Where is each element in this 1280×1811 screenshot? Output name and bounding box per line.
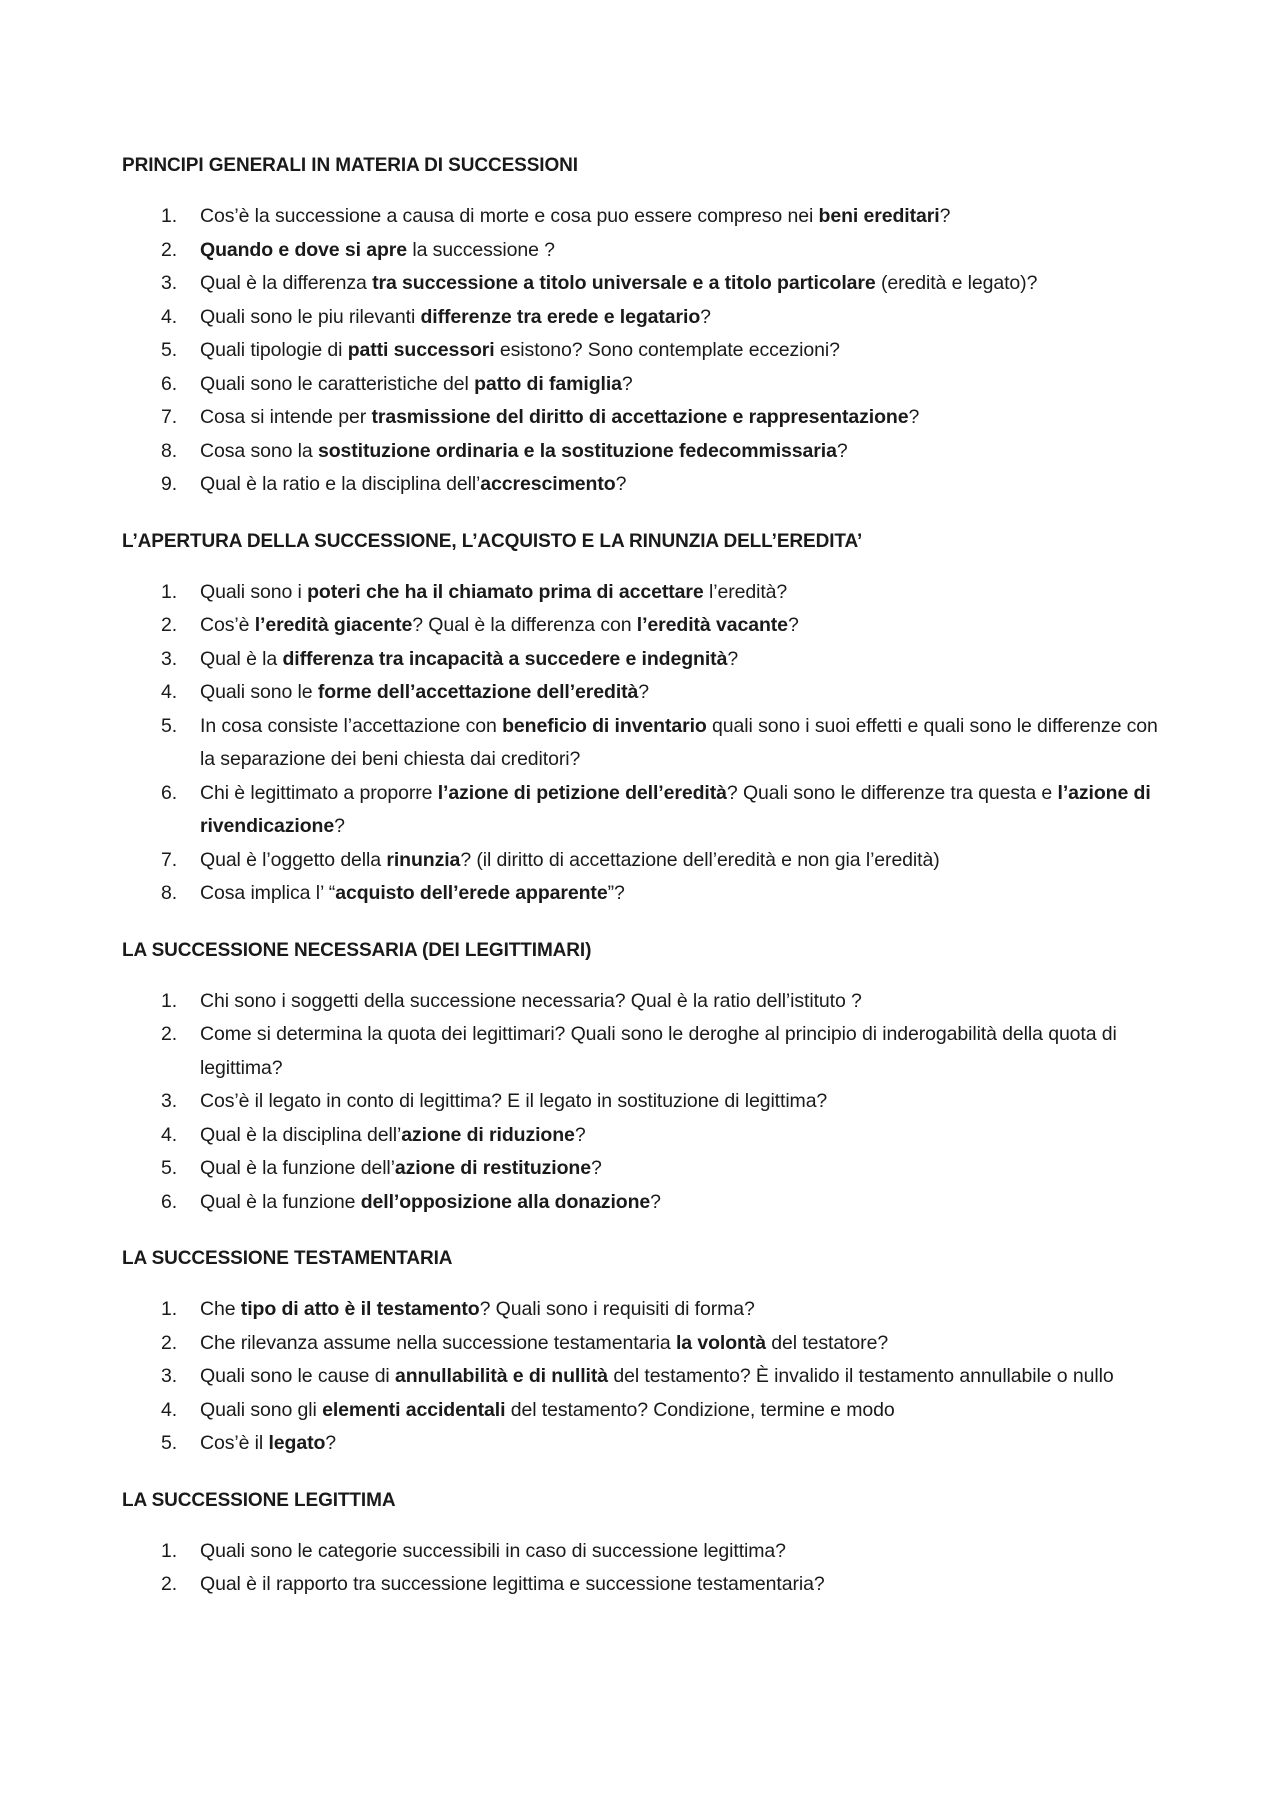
list-item: 4. Qual è la disciplina dell’azione di riduzione?	[122, 1119, 1170, 1153]
list-item: 5. Qual è la funzione dell’azione di restituzione?	[122, 1152, 1170, 1186]
item-number: 2.	[161, 238, 178, 261]
list-item: 2. Che rilevanza assume nella successione testamentaria la volontà del testatore?	[122, 1327, 1170, 1361]
section-title: LA SUCCESSIONE TESTAMENTARIA	[122, 1248, 453, 1269]
list-item: 3. Quali sono le cause di annullabilità e di nullità del testamento? È invalido il testamento annullabile o nullo	[122, 1360, 1170, 1394]
item-number: 6.	[161, 372, 178, 395]
list-item: 2. Qual è il rapporto tra successione legittima e successione testamentaria?	[122, 1568, 1170, 1602]
list-item: 4. Quali sono le forme dell’accettazione dell’eredità?	[122, 676, 1170, 710]
list-item: 7. Cosa si intende per trasmissione del diritto di accettazione e rappresentazione?	[122, 401, 1170, 435]
section-title: LA SUCCESSIONE LEGITTIMA	[122, 1489, 396, 1511]
item-number: 9.	[161, 473, 178, 495]
list-item: 3. Cos’è il legato in conto di legittima? E il legato in sostituzione di legittima?	[122, 1085, 1170, 1119]
section-successione-testamentaria	[122, 1245, 1170, 1461]
section-principi-generali	[122, 152, 1170, 502]
question-list	[122, 200, 1170, 502]
question-list	[122, 1293, 1170, 1461]
item-number: 4.	[161, 1398, 178, 1421]
list-item: 5. In cosa consiste l’accettazione con beneficio di inventario quali sono i suoi effetti e quali sono le differenze con la separazione dei beni chiesta dai creditori?	[122, 710, 1170, 777]
item-number: 2.	[161, 1023, 178, 1045]
item-number: 1.	[161, 1298, 178, 1320]
item-number: 4.	[161, 681, 178, 703]
section-successione-legittima	[122, 1487, 1170, 1602]
item-number: 6.	[161, 1190, 178, 1213]
item-number: 7.	[161, 848, 178, 871]
question-list	[122, 576, 1170, 911]
list-item: 2. Quando e dove si apre la successione ?	[122, 234, 1170, 268]
item-number: 8.	[161, 439, 178, 462]
section-title: LA SUCCESSIONE NECESSARIA (DEI LEGITTIMARI)	[122, 939, 592, 961]
list-item: 9. Qual è la ratio e la disciplina dell’accrescimento?	[122, 468, 1170, 502]
item-number: 3.	[161, 647, 178, 670]
item-number: 3.	[161, 1365, 178, 1387]
item-number: 1.	[161, 989, 178, 1012]
list-item: 1. Che tipo di atto è il testamento? Quali sono i requisiti di forma?	[122, 1293, 1170, 1327]
list-item: 8. Cosa implica l’ “acquisto dell’erede apparente”?	[122, 877, 1170, 911]
list-item: 1. Quali sono i poteri che ha il chiamato prima di accettare l’eredità?	[122, 576, 1170, 610]
list-item: 2. Come si determina la quota dei legittimari? Quali sono le deroghe al principio di inderogabilità della quota di legittima?	[122, 1018, 1170, 1085]
item-number: 1.	[161, 1539, 178, 1562]
list-item: 1. Cos’è la successione a causa di morte e cosa puo essere compreso nei beni ereditari?	[122, 200, 1170, 234]
section-apertura-successione	[122, 528, 1170, 911]
list-item: 5. Quali tipologie di patti successori esistono? Sono contemplate eccezioni?	[122, 334, 1170, 368]
list-item: 3. Qual è la differenza tra incapacità a succedere e indegnità?	[122, 643, 1170, 677]
item-number: 5.	[161, 1157, 178, 1179]
list-item: 8. Cosa sono la sostituzione ordinaria e la sostituzione fedecommissaria?	[122, 435, 1170, 469]
list-item: 7. Qual è l’oggetto della rinunzia? (il diritto di accettazione dell’eredità e non gia l’eredità)	[122, 844, 1170, 878]
item-number: 6.	[161, 781, 178, 804]
list-item: 1. Chi sono i soggetti della successione necessaria? Qual è la ratio dell’istituto ?	[122, 985, 1170, 1019]
item-number: 3.	[161, 272, 178, 294]
item-number: 5.	[161, 339, 178, 361]
list-item: 4. Quali sono gli elementi accidentali del testamento? Condizione, termine e modo	[122, 1394, 1170, 1428]
item-number: 2.	[161, 1573, 178, 1595]
item-number: 2.	[161, 1331, 178, 1354]
item-number: 5.	[161, 1432, 178, 1454]
item-number: 1.	[161, 205, 178, 227]
item-number: 4.	[161, 1123, 178, 1146]
item-number: 3.	[161, 1090, 178, 1112]
list-item: 5. Cos’è il legato?	[122, 1427, 1170, 1461]
section-title: PRINCIPI GENERALI IN MATERIA DI SUCCESSIONI	[122, 155, 578, 176]
list-item: 3. Qual è la differenza tra successione a titolo universale e a titolo particolare (eredità e legato)?	[122, 267, 1170, 301]
list-item: 4. Quali sono le piu rilevanti differenze tra erede e legatario?	[122, 301, 1170, 335]
item-number: 5.	[161, 714, 178, 737]
item-number: 8.	[161, 882, 178, 904]
item-number: 2.	[161, 614, 178, 636]
section-title: L’APERTURA DELLA SUCCESSIONE, L’ACQUISTO E LA RINUNZIA DELL’EREDITA’	[122, 530, 863, 552]
section-successione-necessaria	[122, 937, 1170, 1220]
list-item: 6. Quali sono le caratteristiche del patto di famiglia?	[122, 368, 1170, 402]
question-list	[122, 1535, 1170, 1602]
list-item: 1. Quali sono le categorie successibili in caso di successione legittima?	[122, 1535, 1170, 1569]
list-item: 6. Qual è la funzione dell’opposizione alla donazione?	[122, 1186, 1170, 1220]
item-number: 4.	[161, 305, 178, 328]
item-number: 7.	[161, 406, 178, 428]
item-number: 1.	[161, 580, 178, 603]
list-item: 2. Cos’è l’eredità giacente? Qual è la differenza con l’eredità vacante?	[122, 609, 1170, 643]
question-list	[122, 985, 1170, 1220]
list-item: 6. Chi è legittimato a proporre l’azione di petizione dell’eredità? Quali sono le differenze tra questa e l’azione di rivendicazione?	[122, 777, 1170, 844]
